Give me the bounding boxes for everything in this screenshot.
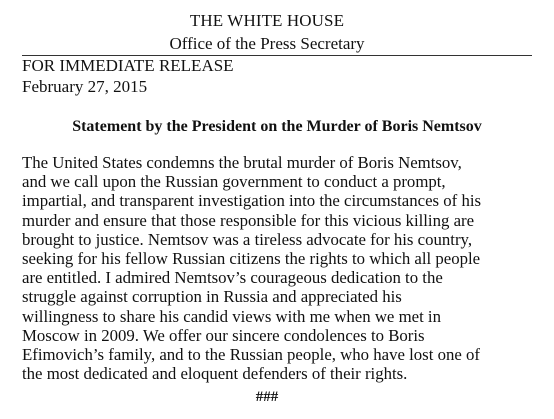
body-line: murder and ensure that those responsible for this vicious killing are bbox=[22, 210, 475, 230]
body-line: are entitled. I admired Nemtsov’s courageous dedication to the bbox=[22, 268, 443, 288]
body-line: willingness to share his candid views with me when we met in bbox=[22, 306, 441, 326]
release-date: February 27, 2015 bbox=[22, 77, 148, 96]
closing-marker: ### bbox=[255, 389, 279, 405]
header-title: THE WHITE HOUSE bbox=[189, 11, 345, 30]
body-line: Moscow in 2009. We offer our sincere condolences to Boris bbox=[22, 325, 425, 345]
body-line: and we call upon the Russian government to conduct a prompt, bbox=[22, 172, 446, 192]
body-line: Efimovich’s family, and to the Russian people, who have lost one of bbox=[22, 345, 480, 365]
header-subtitle: Office of the Press Secretary bbox=[169, 34, 365, 53]
statement-body bbox=[22, 153, 537, 383]
body-line: impartial, and transparent investigation into the circumstances of his bbox=[22, 191, 482, 211]
body-line: struggle against corruption in Russia and appreciated his bbox=[22, 287, 402, 307]
body-line: The United States condemns the brutal murder of Boris Nemtsov, bbox=[22, 153, 462, 172]
body-line: seeking for his fellow Russian citizens the rights to which all people bbox=[22, 249, 481, 269]
release-label: FOR IMMEDIATE RELEASE bbox=[22, 56, 234, 75]
statement-title: Statement by the President on the Murder of Boris Nemtsov bbox=[72, 118, 482, 135]
body-line: the most dedicated and eloquent defenders of their rights. bbox=[22, 364, 408, 384]
body-line: brought to justice. Nemtsov was a tireless advocate for his country, bbox=[22, 229, 473, 249]
